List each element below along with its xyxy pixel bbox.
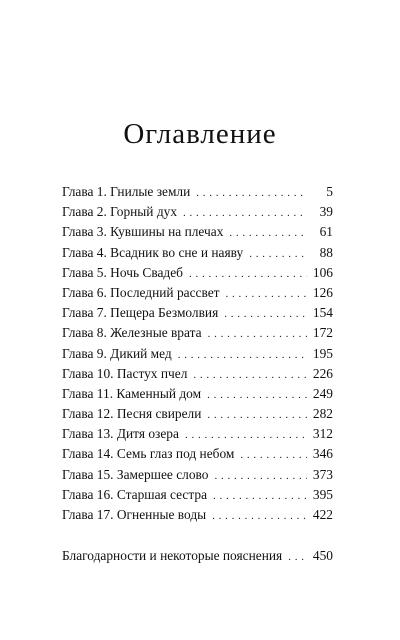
toc-entry [62,222,333,242]
page-title: Оглавление [123,118,277,150]
chapter-title: Глава 12. Песня свирели [62,406,202,422]
page-number: 346 [312,446,333,462]
chapter-title: Глава 10. Пастух пчел [62,365,188,381]
page-number: 395 [312,486,333,502]
toc-entry [62,485,333,505]
page-number: 5 [326,184,333,199]
dot-leader [183,203,307,223]
chapter-title: Глава 17. Огненные воды [62,507,207,522]
toc-entry [62,465,333,485]
page-number: 373 [312,466,333,482]
dot-leader [240,445,307,465]
chapter-title: Глава 1. Гнилые земли [62,184,191,199]
dot-leader [189,264,307,284]
chapter-title: Глава 9. Дикий мед [62,345,172,361]
chapter-title: Глава 11. Каменный дом [62,385,202,401]
dot-leader [207,405,307,425]
chapter-title: Глава 4. Всадник во сне и наяву [62,244,244,260]
chapter-title: Глава 6. Последний рассвет [62,284,220,300]
toc-entry [62,283,333,303]
appendix-title: Благодарности и некоторые пояснения [62,548,283,563]
page-number: 450 [312,548,333,563]
toc-entry [62,303,333,323]
chapter-title: Глава 14. Семь глаз под небом [62,446,235,462]
chapter-title: Глава 13. Дитя озера [62,426,179,442]
page-number: 226 [312,365,333,381]
page-number: 126 [312,284,333,300]
toc-entry [62,364,333,384]
page-number: 312 [312,426,333,442]
toc-entry [62,243,333,263]
dot-leader [178,345,307,365]
toc-entry [62,424,333,444]
toc-entry [62,404,333,424]
toc-appendix [62,546,333,566]
toc-entry [62,546,333,566]
dot-leader [213,486,307,506]
dot-leader [214,466,306,486]
chapter-title: Глава 3. Кувшины на плечах [62,224,224,240]
chapter-title: Глава 5. Ночь Свадеб [62,264,183,280]
dot-leader [226,284,307,304]
dot-leader [193,365,307,385]
page-number: 195 [312,345,333,361]
dot-leader [208,324,307,344]
page-number: 154 [312,305,333,321]
page-number: 106 [312,264,333,280]
page-number: 249 [312,385,333,401]
page-number: 282 [312,406,333,422]
chapter-title: Глава 16. Старшая сестра [62,486,208,502]
toc-entry [62,182,333,202]
toc-entry [62,444,333,464]
dot-leader [207,385,307,405]
dot-leader [249,244,307,264]
page-number: 39 [319,204,333,220]
page-number: 61 [319,224,333,240]
toc-entry [62,384,333,404]
page-number: 172 [312,325,333,341]
page-number: 88 [319,244,333,260]
page-number: 422 [312,507,333,522]
dot-leader [196,183,307,203]
dot-leader [288,547,307,567]
dot-leader [185,425,307,445]
toc-entry [62,202,333,222]
toc-entry [62,323,333,343]
dot-leader [229,223,307,243]
chapter-title: Глава 15. Замершее слово [62,466,209,482]
chapter-title: Глава 7. Пещера Безмолвия [62,305,219,321]
toc-entry [62,263,333,283]
chapter-title: Глава 8. Железные врата [62,325,202,341]
toc-entry [62,505,333,525]
dot-leader [212,506,307,526]
dot-leader [224,304,307,324]
chapter-title: Глава 2. Горный дух [62,204,178,220]
toc-entry [62,344,333,364]
table-of-contents [62,182,333,525]
